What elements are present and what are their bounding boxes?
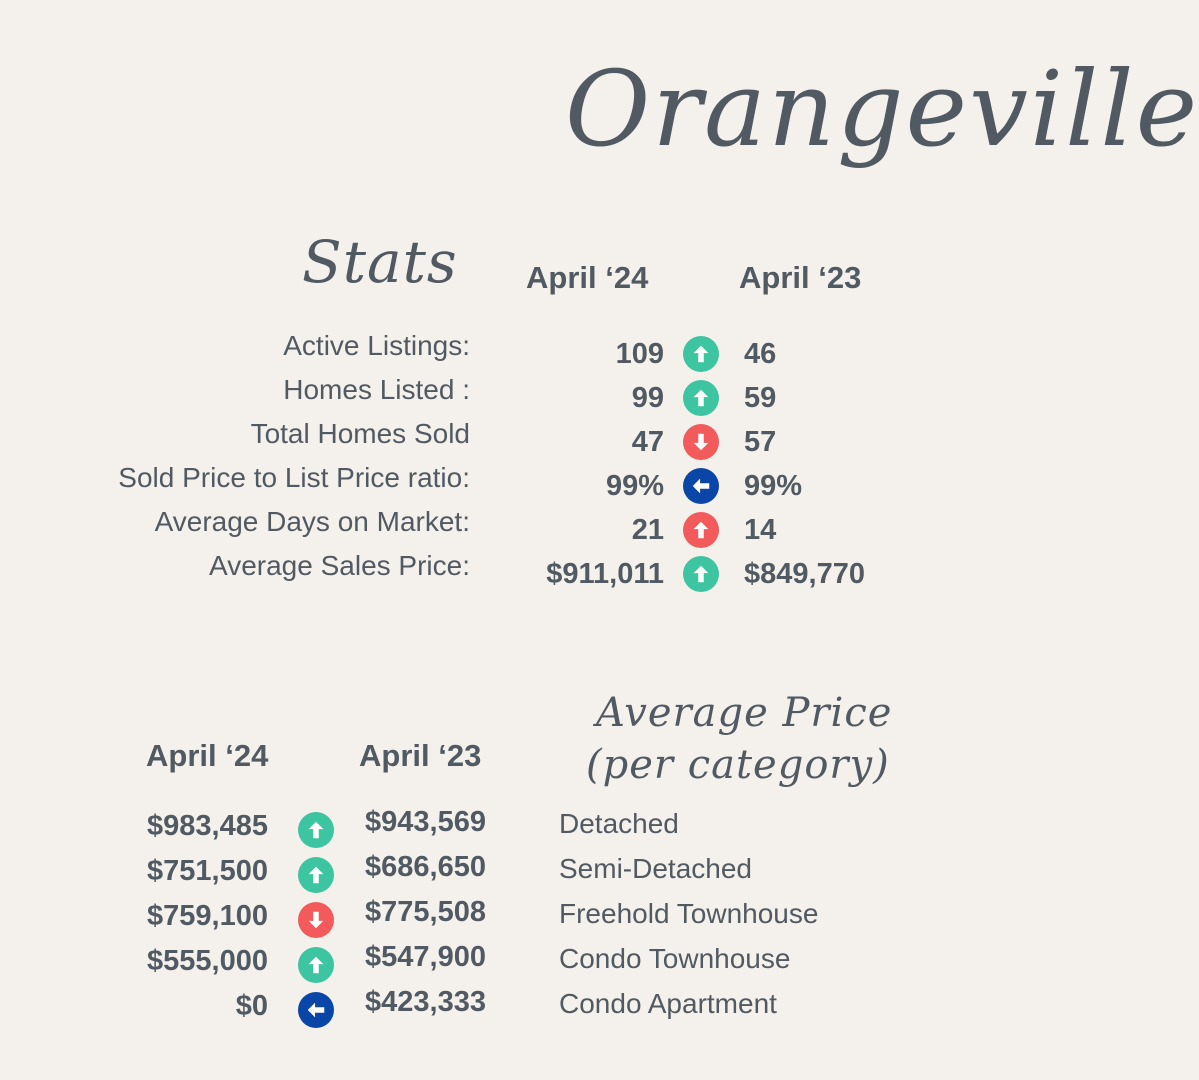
stat-label: Homes Listed : bbox=[283, 374, 470, 405]
category-current-price: $983,485 bbox=[147, 810, 268, 842]
stats-col-current: April ‘24 bbox=[526, 260, 649, 295]
category-name: Semi-Detached bbox=[559, 853, 752, 884]
stat-label: Sold Price to List Price ratio: bbox=[118, 462, 470, 493]
arrow-up-icon bbox=[683, 556, 719, 592]
arrow-up-icon bbox=[298, 857, 334, 893]
stat-previous-value: $849,770 bbox=[744, 558, 865, 590]
stat-previous-value: 99% bbox=[744, 470, 803, 502]
stat-current-value: $911,011 bbox=[546, 558, 664, 590]
arrow-up-icon bbox=[298, 947, 334, 983]
stat-label: Total Homes Sold bbox=[250, 418, 470, 449]
stat-current-value: 99% bbox=[605, 470, 664, 502]
category-name: Condo Apartment bbox=[559, 988, 777, 1019]
arrow-up-icon bbox=[683, 380, 719, 416]
category-heading-line1: Average Price bbox=[596, 690, 893, 736]
category-name: Freehold Townhouse bbox=[559, 898, 819, 929]
arrow-left-icon bbox=[298, 992, 334, 1028]
stat-label: Average Days on Market: bbox=[154, 506, 470, 537]
arrow-down-icon bbox=[683, 424, 719, 460]
stat-current-value: 109 bbox=[615, 338, 664, 370]
stats-heading: Stats bbox=[302, 228, 458, 296]
arrow-down-icon bbox=[298, 902, 334, 938]
category-name: Condo Townhouse bbox=[559, 943, 791, 974]
category-previous-price: $547,900 bbox=[365, 941, 486, 973]
category-previous-price: $943,569 bbox=[365, 806, 486, 838]
stat-current-value: 47 bbox=[631, 426, 664, 458]
stat-previous-value: 59 bbox=[744, 382, 777, 414]
category-previous-price: $775,508 bbox=[365, 896, 486, 928]
category-heading-line2: (per category) bbox=[586, 742, 890, 788]
category-name: Detached bbox=[559, 808, 679, 839]
arrow-up-icon bbox=[683, 336, 719, 372]
stat-previous-value: 14 bbox=[744, 514, 777, 546]
category-previous-price: $423,333 bbox=[365, 986, 486, 1018]
category-previous-price: $686,650 bbox=[365, 851, 486, 883]
arrow-up-icon bbox=[683, 512, 719, 548]
category-current-price: $555,000 bbox=[147, 945, 268, 977]
category-col-previous: April ‘23 bbox=[359, 738, 482, 773]
stat-current-value: 99 bbox=[631, 382, 664, 414]
category-current-price: $759,100 bbox=[147, 900, 268, 932]
arrow-up-icon bbox=[298, 812, 334, 848]
stat-previous-value: 46 bbox=[744, 338, 777, 370]
category-current-price: $0 bbox=[235, 990, 268, 1022]
stat-current-value: 21 bbox=[631, 514, 664, 546]
stat-label: Active Listings: bbox=[283, 330, 470, 361]
stat-label: Average Sales Price: bbox=[209, 550, 470, 581]
arrow-left-icon bbox=[683, 468, 719, 504]
category-col-current: April ‘24 bbox=[146, 738, 269, 773]
stats-col-previous: April ‘23 bbox=[739, 260, 862, 295]
category-current-price: $751,500 bbox=[147, 855, 268, 887]
page-title: Orangeville bbox=[565, 48, 1199, 170]
stat-previous-value: 57 bbox=[744, 426, 777, 458]
